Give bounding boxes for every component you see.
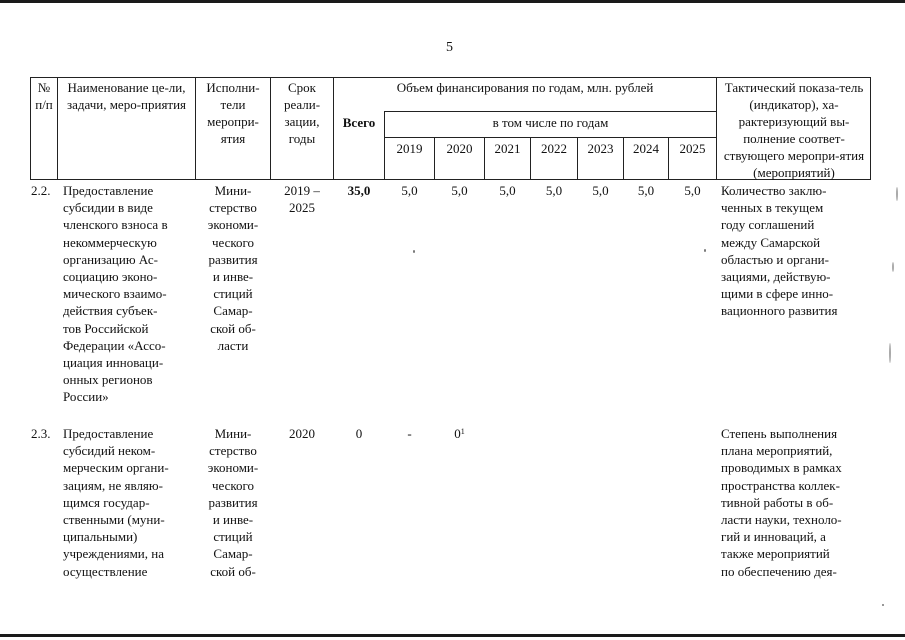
text-line: субсидий неком- (63, 443, 156, 459)
text-line: мического взаимо- (63, 286, 167, 302)
header-year-2020: 2020 (446, 141, 473, 156)
text-line: мерческим органи- (63, 460, 169, 476)
table-right-line (870, 77, 871, 179)
row-indicator (721, 425, 862, 580)
text-line: 2020 (289, 426, 315, 441)
text-line: плана мероприятий, (721, 443, 833, 459)
text-line: развития (208, 494, 258, 510)
text-line: ческого (211, 234, 255, 250)
text-line: социацию эконо- (63, 269, 158, 285)
row-year-value (435, 425, 484, 442)
text-line: ственными (муни- (63, 512, 165, 528)
text-line: между Самарской (721, 234, 821, 250)
text-line: стерство (209, 443, 257, 459)
text-line: зациям, не являю- (63, 477, 163, 493)
col-line (716, 77, 717, 179)
text-line: стиций (213, 286, 253, 302)
row-term (272, 182, 332, 216)
header-year-2023: 2023 (587, 141, 614, 156)
text-line: развития (208, 251, 258, 267)
text-line: ципальными) (63, 529, 138, 545)
col-line (270, 77, 271, 179)
value-text: 0 (454, 426, 461, 441)
scan-top-border (0, 0, 905, 3)
text-line: и инве- (212, 269, 254, 285)
text-line: Федерации «Ассо- (63, 337, 166, 353)
text-line: Мини- (214, 183, 252, 198)
header-term: Срок реали-зации, годы (283, 80, 321, 146)
row-indicator (721, 182, 862, 320)
text-line: осуществление (63, 563, 148, 579)
text-line: вационного развития (721, 303, 838, 319)
text-line: экономи- (207, 217, 259, 233)
header-financing: Объем финансирования по годам, млн. рублей (396, 80, 654, 95)
row-total: 0 (355, 426, 363, 441)
years-group-top-line (384, 111, 716, 112)
text-line: пространства коллек- (721, 477, 840, 493)
header-indicator: Тактический показа-тель (индикатор), ха-рактеризующий вы-полнение соответ-ствующего меропри-ятия (мероприятий) (723, 80, 865, 180)
text-line: действия субъек- (63, 303, 158, 319)
text-line: ченных в текущем (721, 200, 824, 216)
header-name: Наименование це-ли, задачи, меро-приятия (66, 80, 187, 112)
text-line: году соглашений (721, 217, 815, 233)
text-line: Самар- (213, 546, 253, 562)
row-year-value: - (407, 426, 412, 441)
text-line: щими в сфере инно- (721, 286, 834, 302)
text-line: циация инноваци- (63, 355, 164, 371)
row-year-value: 5,0 (545, 183, 563, 198)
row-year-value: 5,0 (684, 183, 701, 198)
page-number: 5 (446, 40, 453, 55)
col-line (57, 77, 58, 179)
text-line: также мероприятий (721, 546, 830, 562)
row-name (63, 182, 194, 406)
text-line: стерство (209, 200, 257, 216)
text-line: учреждениями, на (63, 546, 164, 562)
row-year-value: 5,0 (637, 183, 655, 198)
col-line (195, 77, 196, 179)
text-line: щимся государ- (63, 494, 150, 510)
scan-speck (413, 250, 415, 253)
text-line: России» (63, 389, 109, 405)
text-line: и инве- (212, 512, 254, 528)
text-line: гий и инноваций, а (721, 529, 826, 545)
text-line: экономи- (207, 460, 259, 476)
scan-speck (882, 604, 884, 606)
row-year-value: 5,0 (401, 183, 418, 198)
row-name (63, 425, 194, 580)
scan-speck (889, 343, 891, 363)
text-line: по обеспечению дея- (721, 563, 837, 579)
text-line: стиций (213, 529, 253, 545)
text-line: Предоставление (63, 426, 154, 441)
row-year-value: 5,0 (451, 183, 468, 198)
text-line: тивной работы в об- (721, 494, 834, 510)
text-line: некоммерческую (63, 234, 157, 250)
header-year-2019: 2019 (396, 141, 423, 156)
text-line: тов Российской (63, 320, 149, 336)
header-year-2024: 2024 (633, 141, 659, 156)
header-year-2022: 2022 (541, 141, 567, 156)
text-line: ческого (211, 477, 255, 493)
text-line: зациями, действую- (721, 269, 831, 285)
text-line: Количество заклю- (721, 183, 827, 198)
row-year-value: 5,0 (592, 183, 609, 198)
text-line: членского взноса в (63, 217, 168, 233)
row-executor (197, 425, 269, 580)
text-line: Степень выполнения (721, 426, 838, 441)
scan-speck (704, 249, 706, 252)
text-line: Предоставление (63, 183, 154, 198)
text-line: 2025 (289, 200, 315, 216)
header-executors: Исполни-тели меропри-ятия (206, 80, 260, 146)
row-executor (197, 182, 269, 354)
text-line: 2019 – (284, 183, 320, 198)
row-number: 2.2. (31, 183, 51, 198)
text-line: организацию Ас- (63, 251, 158, 267)
text-line: Мини- (214, 426, 252, 441)
header-year-2025: 2025 (679, 141, 706, 156)
scan-speck (892, 262, 894, 272)
text-line: Самар- (213, 303, 253, 319)
text-line: ской об- (210, 320, 256, 336)
text-line: ласти (217, 337, 249, 353)
footnote-mark: 1 (460, 427, 465, 436)
row-term (272, 425, 332, 442)
scan-bottom-border (0, 634, 905, 637)
text-line: субсидии в виде (63, 200, 153, 216)
table-top-line (30, 77, 871, 78)
header-num: № п/п (35, 80, 53, 112)
row-year-value: 5,0 (499, 183, 516, 198)
header-total: Всего (342, 115, 376, 130)
row-total: 35,0 (347, 183, 371, 198)
header-year-2021: 2021 (494, 141, 521, 156)
text-line: ской об- (210, 563, 256, 579)
text-line: онных регионов (63, 372, 153, 388)
row-number: 2.3. (31, 426, 51, 441)
text-line: проводимых в рамках (721, 460, 842, 476)
text-line: ласти науки, техноло- (721, 512, 842, 528)
scan-speck (896, 187, 898, 201)
header-by-years: в том числе по годам (492, 115, 609, 130)
text-line: областью и органи- (721, 251, 829, 267)
